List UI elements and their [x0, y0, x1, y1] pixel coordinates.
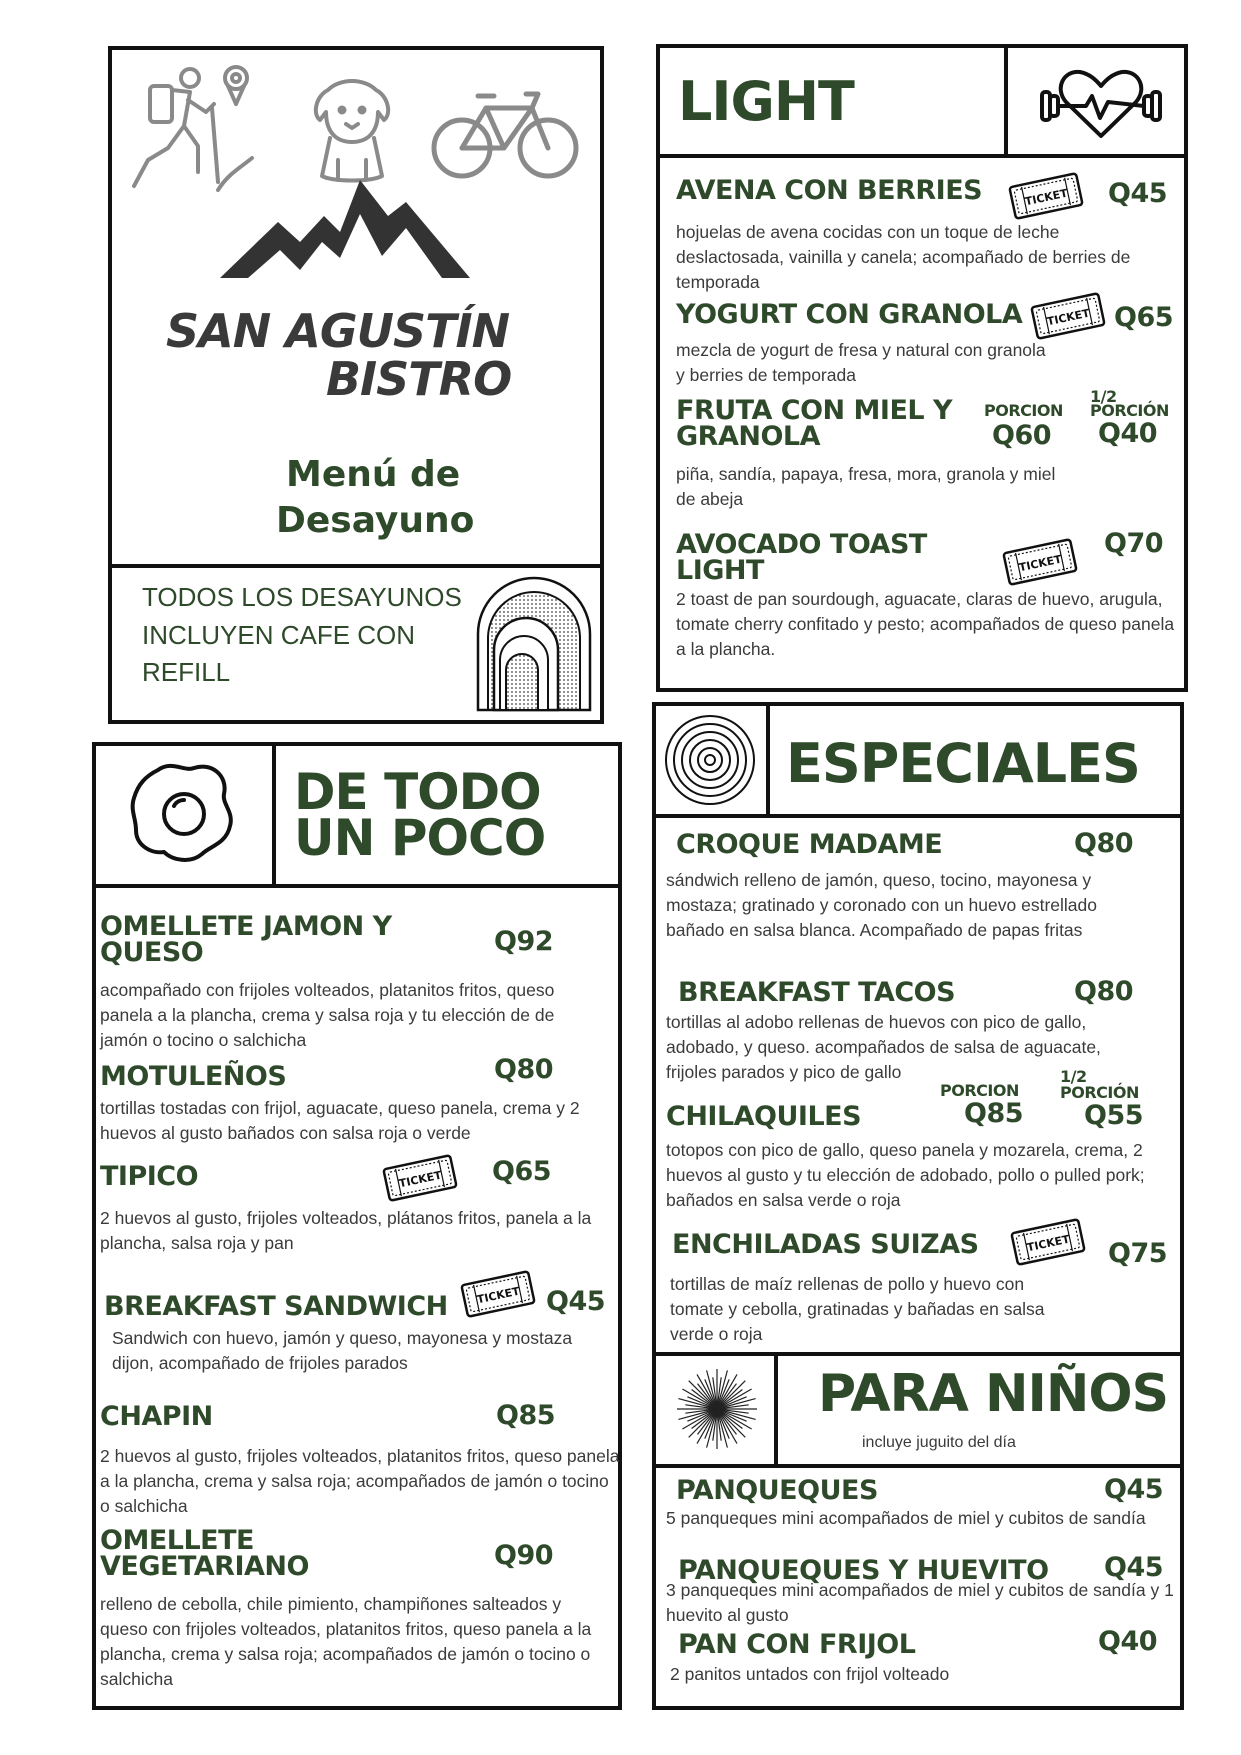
item-price: Q45 — [546, 1286, 606, 1317]
svg-text:TICKET: TICKET — [475, 1284, 521, 1307]
item-name: YOGURT CON GRANOLA — [676, 299, 1023, 330]
item-description: mezcla de yogurt de fresa y natural con granola y berries de temporada — [676, 340, 1046, 385]
todo-title-line1: DE TODO — [294, 763, 541, 821]
ticket-graphic — [1000, 536, 1080, 588]
item-description: Sandwich con huevo, jamón y queso, mayonesa y mostaza dijon, acompañado de frijoles parados — [112, 1328, 573, 1373]
ticket-graphic — [458, 1268, 538, 1320]
item-name: AVOCADO TOAST — [676, 529, 927, 560]
ticket-graphic — [380, 1152, 460, 1204]
item-price: Q80 — [1074, 828, 1134, 859]
ticket-icon — [1008, 1216, 1088, 1268]
ticket-icon — [1000, 536, 1080, 588]
half-portion-fraction: 1/2 — [1060, 1067, 1087, 1086]
item-description: 2 huevos al gusto, frijoles volteados, platanitos fritos, queso panela a la plancha, crema y salsa roja; acompañados de jamón o tocino o salchicha — [100, 1446, 620, 1516]
mountain-icon — [220, 180, 470, 280]
svg-text:TICKET: TICKET — [397, 1168, 443, 1191]
item-name: AVENA CON BERRIES — [676, 175, 983, 206]
svg-text:TICKET: TICKET — [1045, 306, 1091, 329]
ticket-icon — [1006, 170, 1086, 222]
item-price: Q80 — [1074, 976, 1134, 1007]
ticket-graphic — [1008, 1216, 1088, 1268]
item-description: 5 panqueques mini acompañados de miel y cubitos de sandía — [666, 1508, 1146, 1528]
bicycle-icon — [430, 84, 580, 182]
item-description: piña, sandía, papaya, fresa, mora, granola y miel de abeja — [676, 464, 1056, 509]
heart-dumbbell-icon — [1036, 66, 1166, 142]
concentric-circles-icon — [662, 712, 758, 808]
item-name: CHILAQUILES — [666, 1101, 862, 1132]
item-description: 2 toast de pan sourdough, aguacate, claras de huevo, arugula, tomate cherry confitado y pesto; acompañados de queso panela a la plancha. — [676, 589, 1175, 659]
item-price: Q80 — [494, 1054, 554, 1085]
coffee-note-line3: REFILL — [142, 657, 231, 687]
item-name: MOTULEÑOS — [100, 1061, 287, 1092]
item-price: Q45 — [1104, 1552, 1164, 1583]
item-description: tortillas al adobo rellenas de huevos con pico de gallo, adobado, y queso. acompañados de salsa de aguacate, frijoles parados y pico de gallo — [666, 1012, 1101, 1082]
item-name: OMELLETE — [100, 1525, 254, 1556]
item-name: FRUTA CON MIEL Y — [676, 395, 953, 426]
portion-label: PORCION — [940, 1081, 1019, 1100]
item-description: totopos con pico de gallo, queso panela y mozarela, crema, 2 huevos al gusto y tu elección de adobado, pollo o pulled pork; bañados en salsa verde o roja — [666, 1140, 1145, 1210]
svg-text:TICKET: TICKET — [1023, 186, 1069, 209]
item-name: BREAKFAST TACOS — [678, 977, 956, 1008]
item-name: VEGETARIANO — [100, 1551, 309, 1582]
coffee-note-line1: TODOS LOS DESAYUNOS — [142, 582, 462, 612]
ticket-icon — [1028, 290, 1108, 342]
half-portion-price: Q40 — [1098, 418, 1158, 449]
starburst-icon — [674, 1366, 760, 1452]
item-price: Q85 — [496, 1400, 556, 1431]
half-portion-price: Q55 — [1084, 1100, 1144, 1131]
half-portion-fraction: 1/2 — [1090, 387, 1117, 406]
item-price: Q75 — [1108, 1238, 1168, 1269]
bistro-name-line2: BISTRO — [326, 352, 512, 406]
item-name: CHAPIN — [100, 1401, 213, 1432]
fried-egg-icon — [128, 760, 238, 864]
item-name: QUESO — [100, 937, 204, 968]
item-price: Q65 — [492, 1156, 552, 1187]
item-price: Q65 — [1114, 302, 1174, 333]
item-description: tortillas de maíz rellenas de pollo y huevo con tomate y cebolla, gratinadas y bañadas en salsa verde o roja — [670, 1274, 1045, 1344]
bistro-name-line1: SAN AGUSTÍN — [166, 304, 510, 358]
item-description: 2 huevos al gusto, frijoles volteados, plátanos fritos, panela a la plancha, salsa roja y pan — [100, 1208, 592, 1253]
half-portion-label: PORCIÓN — [1060, 1083, 1139, 1102]
ticket-icon — [458, 1268, 538, 1320]
ninos-title: PARA NIÑOS — [818, 1364, 1169, 1424]
item-description: 2 panitos untados con frijol volteado — [670, 1664, 950, 1684]
item-description: 3 panqueques mini acompañados de miel y cubitos de sandía y 1 huevito al gusto — [666, 1580, 1174, 1625]
arches-icon — [474, 574, 594, 714]
portion-label: PORCION — [984, 401, 1063, 420]
ticket-graphic — [1006, 170, 1086, 222]
item-description: hojuelas de avena cocidas con un toque de leche deslactosada, vainilla y canela; acompañado de berries de temporada — [676, 222, 1131, 292]
item-name: PANQUEQUES — [676, 1475, 878, 1506]
item-price: Q45 — [1104, 1474, 1164, 1505]
item-name: CROQUE MADAME — [676, 829, 943, 860]
item-name: BREAKFAST SANDWICH — [104, 1291, 448, 1322]
item-name: TIPICO — [100, 1161, 199, 1192]
item-name: LIGHT — [676, 555, 764, 586]
menu-title-line2: Desayuno — [276, 500, 475, 541]
item-description: tortillas tostadas con frijol, aguacate, queso panela, crema y 2 huevos al gusto bañados con salsa roja o verde — [100, 1098, 580, 1143]
hiker-icon — [128, 64, 268, 192]
item-name: OMELLETE JAMON Y — [100, 911, 392, 942]
half-portion-label: PORCIÓN — [1090, 401, 1169, 420]
item-name: GRANOLA — [676, 421, 820, 452]
item-description: acompañado con frijoles volteados, platanitos fritos, queso panela a la plancha, crema y salsa roja y tu elección de de jamón o tocino o salchicha — [100, 980, 555, 1050]
item-description: relleno de cebolla, chile pimiento, champiñones salteados y queso con frijoles volteados, platanitos fritos, queso panela a la plancha, crema y salsa roja; acompañados de jamón o tocino o salchicha — [100, 1594, 592, 1689]
item-price: Q92 — [494, 926, 554, 957]
light-title: LIGHT — [678, 70, 854, 133]
ninos-subtitle: incluye juguito del día — [862, 1434, 1016, 1451]
coffee-note-line2: INCLUYEN CAFE CON — [142, 620, 416, 650]
especiales-title: ESPECIALES — [786, 732, 1140, 795]
item-price: Q45 — [1108, 178, 1168, 209]
todo-title-line2: UN POCO — [294, 809, 546, 867]
item-price: Q40 — [1098, 1626, 1158, 1657]
dog-icon — [308, 76, 396, 186]
ticket-graphic — [1028, 290, 1108, 342]
svg-text:TICKET: TICKET — [1025, 1232, 1071, 1255]
svg-text:TICKET: TICKET — [1017, 552, 1063, 575]
item-description: sándwich relleno de jamón, queso, tocino, mayonesa y mostaza; gratinado y coronado con un huevo estrellado bañado en salsa blanca. Acompañado de papas fritas — [666, 870, 1097, 940]
item-name: PAN CON FRIJOL — [678, 1629, 916, 1660]
item-name: PANQUEQUES Y HUEVITO — [678, 1555, 1049, 1586]
menu-title-line1: Menú de — [286, 454, 461, 495]
item-name: ENCHILADAS SUIZAS — [672, 1229, 979, 1260]
ticket-icon — [380, 1152, 460, 1204]
item-price: Q90 — [494, 1540, 554, 1571]
item-price: Q70 — [1104, 528, 1164, 559]
portion-price: Q60 — [992, 420, 1052, 451]
portion-price: Q85 — [964, 1098, 1024, 1129]
